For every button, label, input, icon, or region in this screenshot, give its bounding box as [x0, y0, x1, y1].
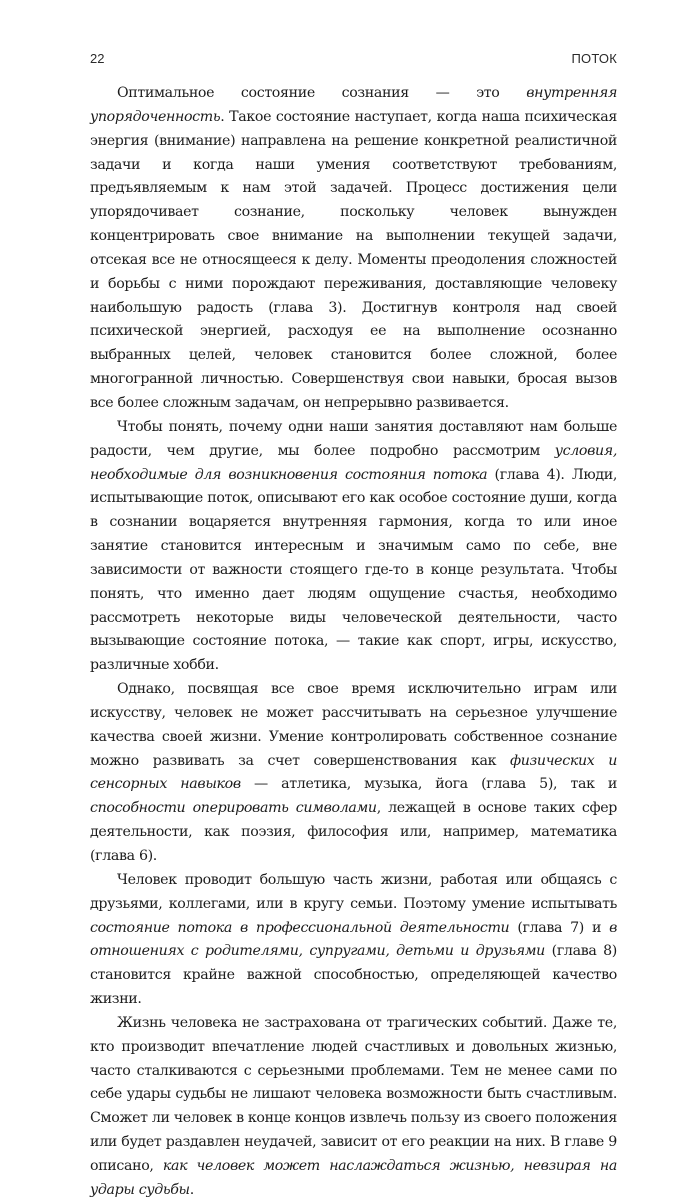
- text-segment: (глава 4). Люди, испытывающие поток, описывают его как особое состояние души, когда в сознании воцаряется внутренняя гармония, когда то или иное занятие становится интересным и значимым само по себе, вне зависимости от важности стоящего где-то в конце результата. Чтобы понять, что именно дает людям ощущение счастья, необходимо рассмотреть некоторые виды человеческой деятельности, часто вызывающие состояние потока, — такие как спорт, игры, искусство, различные хобби.: [90, 466, 617, 674]
- text-segment: Чтобы понять, почему одни наши занятия доставляют нам больше радости, чем другие, мы более подробно рассмотрим: [90, 418, 617, 459]
- text-segment: Жизнь человека не застрахована от трагических событий. Даже те, кто производит впечатление людей счастливых и довольных жизнью, часто сталкиваются с серьезными проблемами. Тем не менее сами по себе удары судьбы не лишают человека возможности быть счастливым. Сможет ли человек в конце концов извлечь пользу из своего положения или будет раздавлен неудачей, зависит от его реакции на них. В главе 9 описано,: [90, 1014, 617, 1174]
- page-number: 22: [90, 51, 105, 66]
- paragraph-2: [90, 416, 617, 678]
- emphasis-segment: способности оперировать символами: [90, 800, 377, 817]
- text-segment: Однако, посвящая все свое время исключительно играм или искусству, человек не может рассчитывать на серьезное улучшение качества своей жизни. Умение контролировать собственное сознание можно развивать за счет совершенствования как: [90, 681, 617, 769]
- emphasis-segment: внутренняя упорядоченность: [90, 85, 617, 125]
- text-segment: , лежащей в основе таких сфер деятельности, как поэзия, философия или, например, математика (глава 6).: [90, 800, 617, 864]
- emphasis-segment: в отношениях с родителями, супругами, детьми и друзьями: [90, 919, 617, 960]
- emphasis-segment: условия, необходимые для возникновения состояния потока: [90, 442, 617, 483]
- text-segment: — атлетика, музыка, йога (глава 5), так и: [240, 776, 617, 793]
- running-head: [90, 51, 617, 69]
- paragraph-4: [90, 869, 617, 1012]
- text-segment: Человек проводит большую часть жизни, работая или общаясь с друзьями, коллегами, или в кругу семьи. Поэтому умение испытывать: [90, 871, 617, 912]
- emphasis-segment: физических и сенсорных навыков: [90, 752, 618, 793]
- running-title: ПОТОК: [571, 51, 617, 66]
- text-segment: . Такое состояние наступает, когда наша психическая энергия (внимание) направлена на решение конкретной реалистичной задачи и когда наши умения соответствуют требованиям, предъявляемым к нам этой задачей. Процесс достижения цели упорядочивает сознание, поскольку человек вынужден концентрировать свое внимание на выполнении текущей задачи, отсекая все не относящееся к делу. Моменты преодоления сложностей и борьбы с ними порождают переживания, доставляющие человеку наибольшую радость (глава 3). Достигнув контроля над своей психической энергией, расходуя ее на выполнение осознанно выбранных целей, человек становится более сложной, более многогранной личностью. Совершенствуя свои навыки, бросая вызов все более сложным задачам, он непрерывно развивается.: [90, 108, 617, 411]
- body-text: [90, 82, 617, 1203]
- emphasis-segment: состояние потока в профессиональной деятельности: [90, 919, 510, 936]
- text-segment: .: [189, 1181, 194, 1198]
- paragraph-3: [90, 678, 617, 869]
- paragraph-1: [90, 82, 617, 416]
- paragraph-5: [90, 1012, 617, 1203]
- text-segment: (глава 8) становится крайне важной способностью, определяющей качество жизни.: [90, 943, 617, 1008]
- emphasis-segment: как человек может наслаждаться жизнью, невзирая на удары судьбы: [90, 1157, 618, 1198]
- text-segment: (глава 7) и: [509, 919, 610, 936]
- text-segment: Оптимальное состояние сознания — это: [117, 85, 527, 101]
